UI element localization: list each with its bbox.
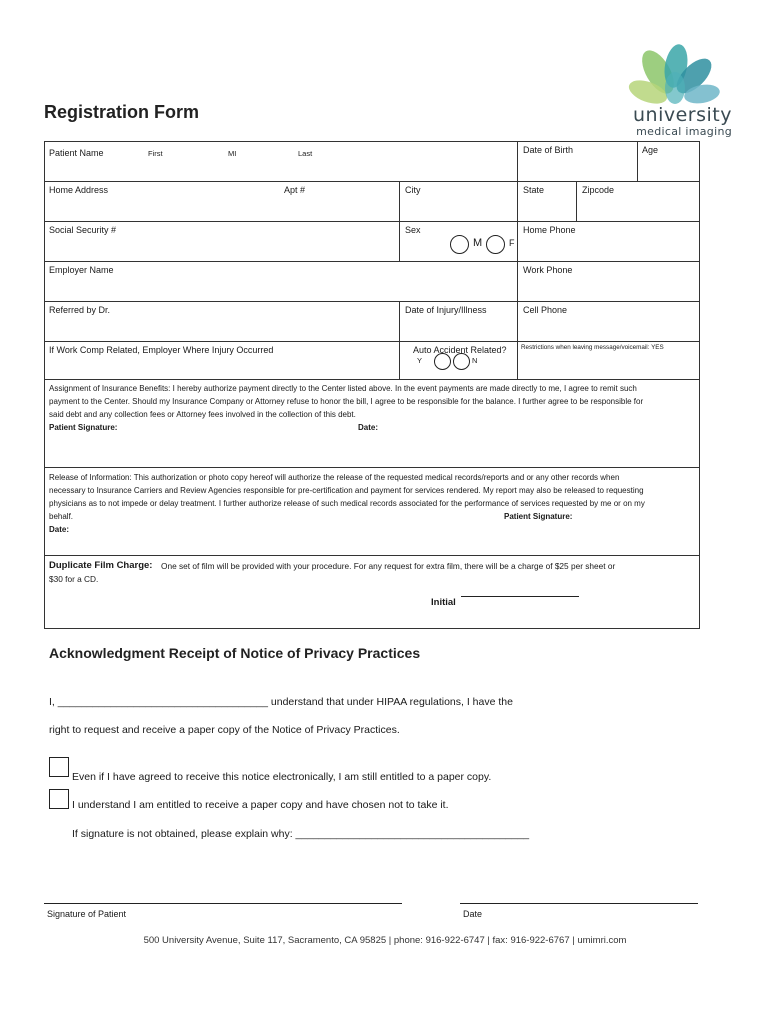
initial-label: Initial	[431, 597, 456, 608]
ack-explain: If signature is not obtained, please explain why: ________________________________________	[72, 828, 530, 840]
state-label: State	[523, 185, 545, 195]
logo-wordmark: university	[633, 104, 732, 126]
paper-copy-checkbox[interactable]	[49, 757, 69, 777]
release-signature-label: Patient Signature:	[504, 512, 573, 521]
registration-form	[44, 141, 700, 629]
auto-y-radio[interactable]	[434, 353, 451, 370]
initial-line[interactable]	[461, 596, 579, 597]
first-label: First	[148, 149, 163, 158]
signature-date-label: Date	[463, 909, 483, 919]
mi-label: MI	[228, 149, 237, 158]
film-charge-title: Duplicate Film Charge:	[49, 560, 153, 571]
home-address-label: Home Address	[49, 185, 109, 195]
sex-m-label: M	[473, 237, 483, 249]
ack-line-2: right to request and receive a paper copy of the Notice of Privacy Practices.	[49, 724, 400, 736]
apt-label: Apt #	[284, 185, 306, 195]
injury-date-label: Date of Injury/Illness	[405, 305, 487, 315]
home-phone-label: Home Phone	[523, 225, 576, 235]
employer-label: Employer Name	[49, 265, 114, 275]
release-line-1: Release of Information: This authorization or photo copy hereof will authorize the release of the requested medical records/reports and or any other records when	[49, 473, 620, 482]
ssn-label: Social Security #	[49, 225, 117, 235]
referred-label: Referred by Dr.	[49, 305, 111, 315]
film-charge-text-2: $30 for a CD.	[49, 574, 99, 584]
page-title: Registration Form	[44, 102, 200, 122]
assignment-line-1: Assignment of Insurance Benefits: I hereby authorize payment directly to the Center listed above. In the event payments are made directly to me, I agree to remit such	[49, 384, 637, 393]
sex-m-radio[interactable]	[450, 235, 469, 254]
patient-name-field[interactable]	[45, 142, 518, 182]
release-line-4: behalf.	[49, 512, 74, 521]
auto-n-radio[interactable]	[453, 353, 470, 370]
film-charge-text: One set of film will be provided with your procedure. For any request for extra film, there will be a charge of $25 per sheet or	[161, 561, 616, 571]
patient-signature-line[interactable]	[44, 903, 402, 904]
sex-f-radio[interactable]	[486, 235, 505, 254]
city-label: City	[405, 185, 421, 195]
acknowledgment-title: Acknowledgment Receipt of Notice of Privacy Practices	[49, 645, 421, 661]
ack-option-2: I understand I am entitled to receive a paper copy and have chosen not to take it.	[72, 799, 449, 811]
ack-line-1: I, ____________________________________ understand that under HIPAA regulations, I have the	[49, 696, 513, 708]
signature-of-patient-label: Signature of Patient	[47, 909, 127, 919]
sex-label: Sex	[405, 225, 421, 235]
zipcode-label: Zipcode	[582, 185, 615, 195]
employer-field[interactable]	[45, 262, 518, 302]
last-label: Last	[298, 149, 313, 158]
logo-subtitle: medical imaging	[636, 125, 732, 138]
work-comp-label: If Work Comp Related, Employer Where Injury Occurred	[49, 345, 274, 355]
age-label: Age	[642, 145, 659, 155]
assignment-date-label: Date:	[358, 423, 379, 432]
auto-n-label: N	[472, 356, 478, 365]
assignment-line-3: said debt and any collection fees or Attorney fees involved in the collection of this debt.	[49, 410, 356, 419]
decline-copy-checkbox[interactable]	[49, 789, 69, 809]
release-line-3: physicians as to not impede or delay treatment. I further authorize release of such medical records associated for the performance of services requested by me or on my	[49, 499, 645, 508]
release-line-2: necessary to Insurance Carriers and Review Agencies responsible for pre-certification and payment for services rendered. My report may also be released to requesting	[49, 486, 644, 495]
cell-phone-label: Cell Phone	[523, 305, 568, 315]
footer-address: 500 University Avenue, Suite 117, Sacramento, CA 95825 | phone: 916-922-6747 | fax: 916-922-6767 | umimri.com	[143, 935, 627, 946]
date-line[interactable]	[460, 903, 698, 904]
sex-f-label: F	[509, 238, 515, 248]
assignment-signature-label: Patient Signature:	[49, 423, 118, 432]
auto-y-label: Y	[417, 356, 423, 365]
release-date-label: Date:	[49, 525, 70, 534]
restrictions-label: Restrictions when leaving message/voicemail: YES	[521, 344, 664, 351]
assignment-line-2: payment to the Center. Should my Insurance Company or Attorney refuse to honor the bill, I agree to be responsible for the balance. I further agree to be responsible for	[49, 397, 644, 406]
ack-option-1: Even if I have agreed to receive this notice electronically, I am still entitled to a paper copy.	[72, 771, 492, 783]
work-phone-label: Work Phone	[523, 265, 573, 275]
auto-accident-label: Auto Accident Related?	[413, 345, 507, 355]
patient-name-label: Patient Name	[49, 148, 104, 158]
dob-label: Date of Birth	[523, 145, 574, 155]
